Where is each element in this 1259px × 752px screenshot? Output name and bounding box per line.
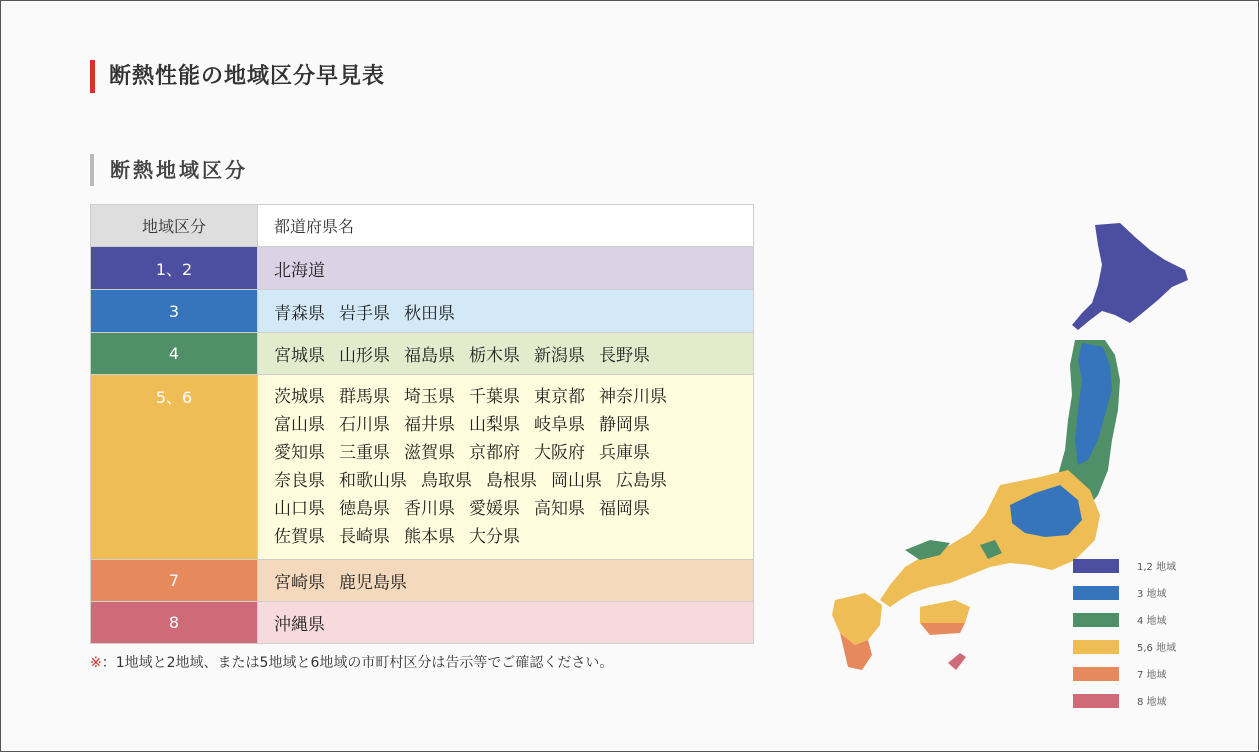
legend-swatch <box>1073 586 1119 600</box>
prefecture-cell <box>258 290 754 333</box>
legend-item <box>1073 660 1176 687</box>
prefecture-name: 岩手県 <box>339 303 390 324</box>
prefecture-name: 愛媛県 <box>469 499 520 519</box>
prefecture-name: 秋田県 <box>404 303 455 324</box>
map-region-zone-8 <box>948 653 966 670</box>
prefecture-name: 島根県 <box>486 471 537 491</box>
legend-label: 5,6 地域 <box>1137 643 1177 654</box>
legend-item <box>1073 552 1176 579</box>
map-region-zone-7 <box>920 623 965 635</box>
prefecture-name: 大分県 <box>469 527 520 547</box>
table-row <box>91 333 754 375</box>
prefecture-name: 東京都 <box>534 387 585 407</box>
legend-label: 7 地域 <box>1137 670 1167 681</box>
prefecture-name: 神奈川県 <box>599 387 667 407</box>
prefecture-name: 福井県 <box>404 415 455 435</box>
map-region-zone-5-6 <box>920 600 970 627</box>
prefecture-name: 宮城県 <box>274 346 325 366</box>
zone-table <box>90 204 754 644</box>
legend-item <box>1073 633 1176 660</box>
prefecture-cell <box>258 375 754 560</box>
prefecture-name: 三重県 <box>339 443 390 463</box>
prefecture-name: 鹿児島県 <box>339 573 407 593</box>
prefecture-cell <box>258 247 754 290</box>
footnote-text: ：1地域と2地域、または5地域と6地域の市町村区分は告示等でご確認ください。 <box>101 655 614 671</box>
prefecture-name: 奈良県 <box>274 471 325 491</box>
zone-cell: 8 <box>91 602 258 644</box>
table-row <box>91 375 754 560</box>
prefecture-name: 兵庫県 <box>599 443 650 463</box>
legend-label: 4 地域 <box>1137 616 1167 627</box>
prefecture-name: 香川県 <box>404 499 455 519</box>
legend-label: 1,2 地域 <box>1137 562 1177 573</box>
prefecture-name: 山梨県 <box>469 415 520 435</box>
prefecture-name: 長野県 <box>599 346 650 366</box>
prefecture-name: 岐阜県 <box>534 415 585 435</box>
section-title: 断熱地域区分 <box>90 154 248 186</box>
prefecture-name: 沖縄県 <box>274 615 325 635</box>
prefecture-name: 埼玉県 <box>404 387 455 407</box>
legend-item <box>1073 606 1176 633</box>
prefecture-name: 青森県 <box>274 303 325 324</box>
prefecture-name: 山形県 <box>339 346 390 366</box>
prefecture-name: 石川県 <box>339 415 390 435</box>
prefecture-name: 山口県 <box>274 499 325 519</box>
legend-swatch <box>1073 694 1119 708</box>
prefecture-name: 静岡県 <box>599 415 650 435</box>
prefecture-cell <box>258 333 754 375</box>
prefecture-name: 長崎県 <box>339 527 390 547</box>
prefecture-name: 福島県 <box>404 346 455 366</box>
map-legend <box>1073 552 1176 714</box>
legend-swatch <box>1073 559 1119 573</box>
legend-item <box>1073 579 1176 606</box>
table-row <box>91 290 754 333</box>
legend-label: 3 地域 <box>1137 589 1167 600</box>
prefecture-name: 徳島県 <box>339 499 390 519</box>
prefecture-name: 大阪府 <box>534 443 585 463</box>
prefecture-name: 和歌山県 <box>339 471 407 491</box>
prefecture-name: 鳥取県 <box>421 471 472 491</box>
legend-label: 8 地域 <box>1137 697 1167 708</box>
legend-swatch <box>1073 613 1119 627</box>
zone-cell: 1、2 <box>91 247 258 290</box>
prefecture-name: 新潟県 <box>534 346 585 366</box>
prefecture-name: 熊本県 <box>404 527 455 547</box>
prefecture-name: 高知県 <box>534 499 585 519</box>
prefecture-name: 千葉県 <box>469 387 520 407</box>
legend-swatch <box>1073 667 1119 681</box>
footnote-mark: ※ <box>90 655 102 671</box>
footnote <box>90 652 613 672</box>
prefecture-name: 富山県 <box>274 415 325 435</box>
zone-cell: 4 <box>91 333 258 375</box>
prefecture-name: 茨城県 <box>274 387 325 407</box>
prefecture-name: 佐賀県 <box>274 527 325 547</box>
prefecture-name: 岡山県 <box>551 471 602 491</box>
map-region-zone-5-6 <box>880 470 1100 607</box>
header-prefectures: 都道府県名 <box>258 205 754 247</box>
page-title: 断熱性能の地域区分早見表 <box>90 60 385 93</box>
zone-cell: 7 <box>91 560 258 602</box>
legend-item <box>1073 687 1176 714</box>
prefecture-name: 京都府 <box>469 443 520 463</box>
prefecture-name: 福岡県 <box>599 499 650 519</box>
prefecture-name: 北海道 <box>274 260 325 281</box>
header-zone: 地域区分 <box>91 205 258 247</box>
prefecture-name: 愛知県 <box>274 443 325 463</box>
table-row <box>91 602 754 644</box>
table-row <box>91 560 754 602</box>
prefecture-name: 宮崎県 <box>274 573 325 593</box>
prefecture-name: 滋賀県 <box>404 443 455 463</box>
map-region-zone-5-6 <box>832 593 882 645</box>
prefecture-cell <box>258 560 754 602</box>
prefecture-name: 栃木県 <box>469 346 520 366</box>
table-header-row <box>91 205 754 247</box>
prefecture-name: 広島県 <box>616 471 667 491</box>
prefecture-cell <box>258 602 754 644</box>
zone-cell: 5、6 <box>91 375 258 560</box>
legend-swatch <box>1073 640 1119 654</box>
map-region-zone-1-2 <box>1072 223 1188 330</box>
table-row <box>91 247 754 290</box>
prefecture-name: 群馬県 <box>339 387 390 407</box>
zone-cell: 3 <box>91 290 258 333</box>
